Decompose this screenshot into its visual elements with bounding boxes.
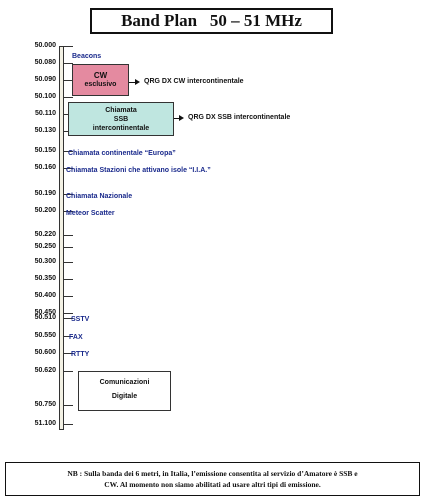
frequency-tick [64, 313, 73, 314]
digital-comms-box [78, 371, 171, 411]
frequency-tick [64, 247, 73, 248]
rtty-label: RTTY [71, 351, 90, 358]
frequency-label: 50.400 [34, 292, 56, 299]
frequency-label: 50.450 [34, 309, 56, 316]
frequency-label: 50.130 [34, 127, 56, 134]
digital-box-line2: Digitale [111, 393, 138, 400]
footnote-line2: CW. Al momento non siamo abilitati ad usare altri tipi di emissione. [104, 480, 321, 489]
cw-arrow-head [135, 79, 140, 85]
frequency-label: 51.100 [34, 420, 56, 427]
frequency-label: 50.190 [34, 190, 56, 197]
frequency-label: 50.200 [34, 207, 56, 214]
frequency-tick [64, 371, 73, 372]
europa-call-label: Chiamata continentale “Europa” [68, 150, 176, 157]
frequency-label: 50.000 [34, 42, 56, 49]
frequency-tick [64, 279, 73, 280]
cw-exclusive-box [72, 64, 129, 96]
footnote-line1: NB : Sulla banda dei 6 metri, in Italia, l’emissione consentita al servizio d’Amatore è SSB e [67, 469, 358, 478]
frequency-label: 50.550 [34, 332, 56, 339]
frequency-tick [64, 262, 73, 263]
frequency-label: 50.080 [34, 59, 56, 66]
meteor-scatter-label: Meteor Scatter [66, 210, 115, 217]
frequency-tick [64, 296, 73, 297]
islands-call-label: Chiamata Stazioni che attivano isole “I.I.A.” [66, 167, 211, 174]
footnote-box [5, 462, 420, 496]
frequency-label: 50.160 [34, 164, 56, 171]
frequency-label: 50.110 [34, 110, 56, 117]
frequency-label: 50.300 [34, 258, 56, 265]
ssb-call-box [68, 102, 174, 136]
ssb-qrg-label: QRG DX SSB intercontinentale [188, 114, 291, 121]
frequency-label: 50.350 [34, 275, 56, 282]
frequency-label: 50.150 [34, 147, 56, 154]
frequency-label: 50.090 [34, 76, 56, 83]
frequency-axis [59, 46, 64, 430]
frequency-label: 50.100 [34, 93, 56, 100]
frequency-label: 50.510 [34, 314, 56, 321]
frequency-tick [64, 97, 73, 98]
frequency-tick [64, 235, 73, 236]
frequency-label: 50.250 [34, 243, 56, 250]
ssb-box-line1: Chiamata [105, 107, 137, 114]
frequency-tick [64, 46, 73, 47]
national-call-label: Chiamata Nazionale [66, 193, 133, 200]
cw-box-line1: CW [93, 71, 108, 80]
cw-qrg-label: QRG DX CW intercontinentale [144, 78, 244, 85]
beacons-label: Beacons [72, 53, 102, 60]
frequency-tick [64, 424, 73, 425]
sstv-label: SSTV [71, 316, 90, 323]
frequency-label: 50.220 [34, 231, 56, 238]
cw-box-line2: esclusivo [84, 81, 117, 88]
ssb-arrow-head [179, 115, 184, 121]
digital-box-line1: Comunicazioni [99, 379, 150, 386]
ssb-box-line2: SSB [113, 116, 129, 123]
frequency-tick [64, 405, 73, 406]
frequency-label: 50.620 [34, 367, 56, 374]
ssb-box-line3: intercontinentale [92, 125, 150, 132]
frequency-label: 50.600 [34, 349, 56, 356]
page-title: Band Plan 50 – 51 MHz [90, 8, 333, 34]
fax-label: FAX [69, 334, 83, 341]
frequency-label: 50.750 [34, 401, 56, 408]
